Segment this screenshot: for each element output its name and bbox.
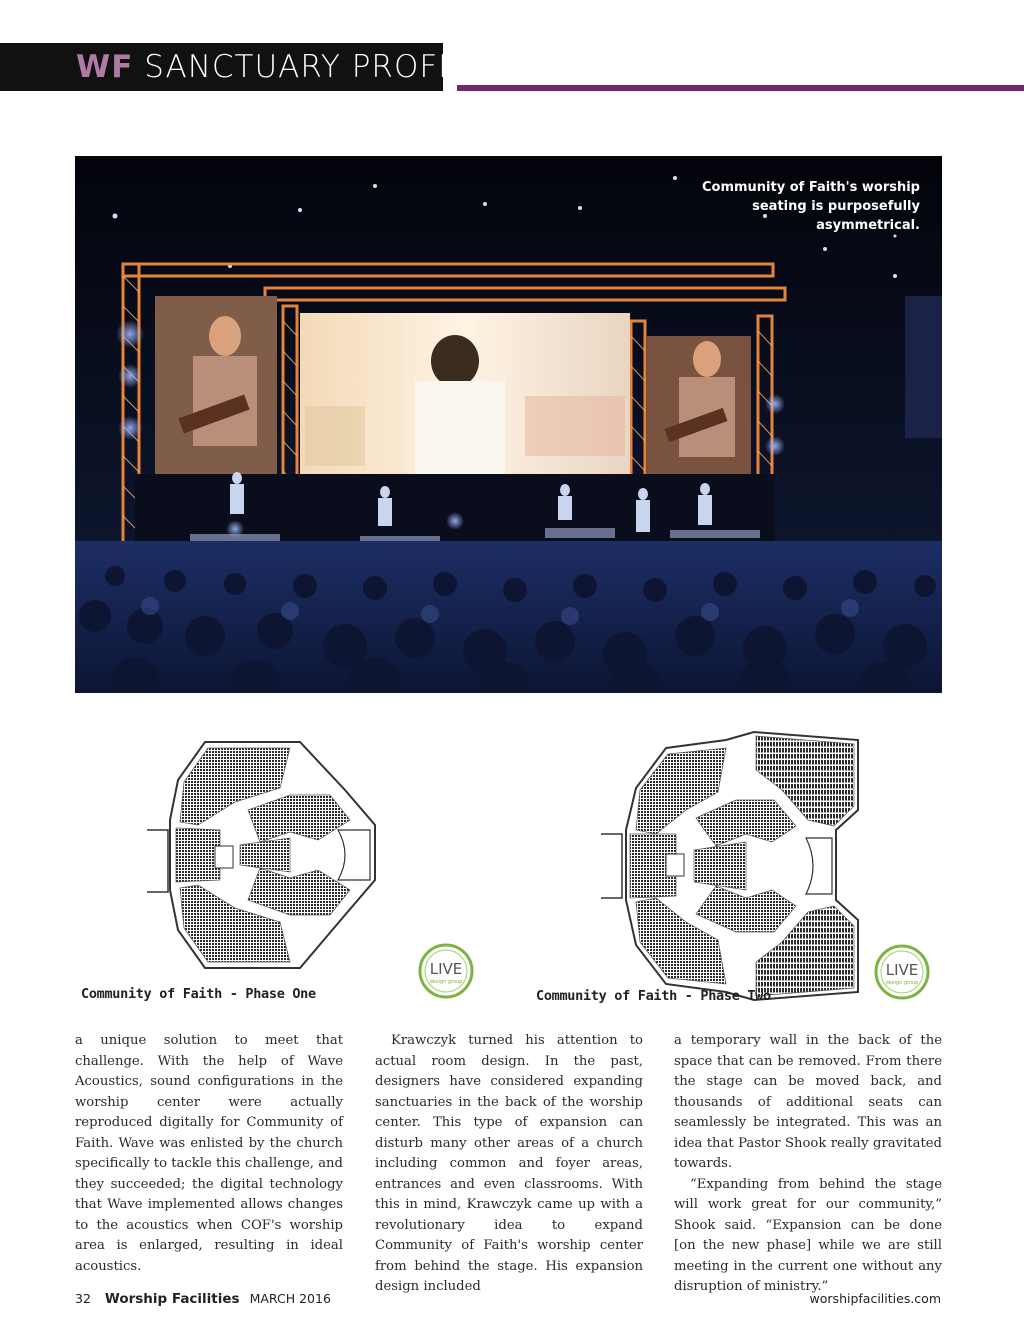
brand-label: WF — [76, 49, 134, 85]
magazine-name: Worship Facilities — [104, 1291, 240, 1307]
live-design-logo-2 — [874, 944, 930, 1000]
logo-subtext: design group — [429, 979, 463, 985]
sanctuary-photo — [75, 156, 942, 693]
section-title — [76, 49, 487, 85]
plan-caption-phase-one: Community of Faith - Phase One — [81, 986, 316, 1002]
article-column-1 — [75, 1031, 343, 1277]
article-paragraph: a unique solution to meet that challenge. With the help of Wave Acoustics, sound configurations in the worship center were actually reproduced digitally for Community of Faith. Wave was enlisted by the church specifically to tackle this challenge, and they succeeded; the digital technology that Wave implemented allows changes to the acoustics when COF's worship area is enlarged, resulting in ideal acoustics. — [75, 1033, 343, 1274]
logo-subtext-2: design group — [885, 980, 919, 986]
issue-date: MARCH 2016 — [249, 1291, 331, 1306]
photo-caption: Community of Faith's worship seating is purposefully asymmetrical. — [701, 180, 920, 233]
article-column-2 — [375, 1031, 643, 1298]
logo-text-2: LIVE — [885, 961, 919, 979]
page-footer — [75, 1291, 331, 1307]
article-column-3 — [674, 1031, 942, 1298]
article-paragraph: Krawczyk turned his attention to actual room design. In the past, designers have considered expanding sanctuaries in the back of the worship center. This type of expansion can disturb many other areas of a church including common and foyer areas, entrances and even classrooms. With this in mind, Krawczyk came up with a revolutionary idea to expand Community of Faith's worship center from behind the stage. His expansion design included — [375, 1033, 643, 1294]
section-title-text: SANCTUARY PROFILE — [144, 49, 488, 85]
logo-text: LIVE — [429, 960, 463, 978]
article-paragraph: “Expanding from behind the stage will work great for our community,” Shook said. “Expansion can be done [on the new phase] while we are still meeting in the current one without any disruption of ministry.” — [674, 1176, 942, 1294]
page-number: 32 — [75, 1291, 91, 1306]
floor-plan-phase-two — [596, 730, 864, 1002]
website-url: worshipfacilities.com — [809, 1291, 941, 1306]
floor-plan-phase-one — [140, 730, 380, 980]
live-design-logo — [418, 943, 474, 999]
plan-caption-phase-two: Community of Faith - Phase Two — [536, 988, 771, 1004]
article-paragraph: a temporary wall in the back of the space that can be removed. From there the stage can be moved back, and thousands of additional seats can seamlessly be integrated. This was an idea that Pastor Shook really gravitated towards. — [674, 1033, 942, 1171]
header-rule — [457, 85, 1024, 91]
